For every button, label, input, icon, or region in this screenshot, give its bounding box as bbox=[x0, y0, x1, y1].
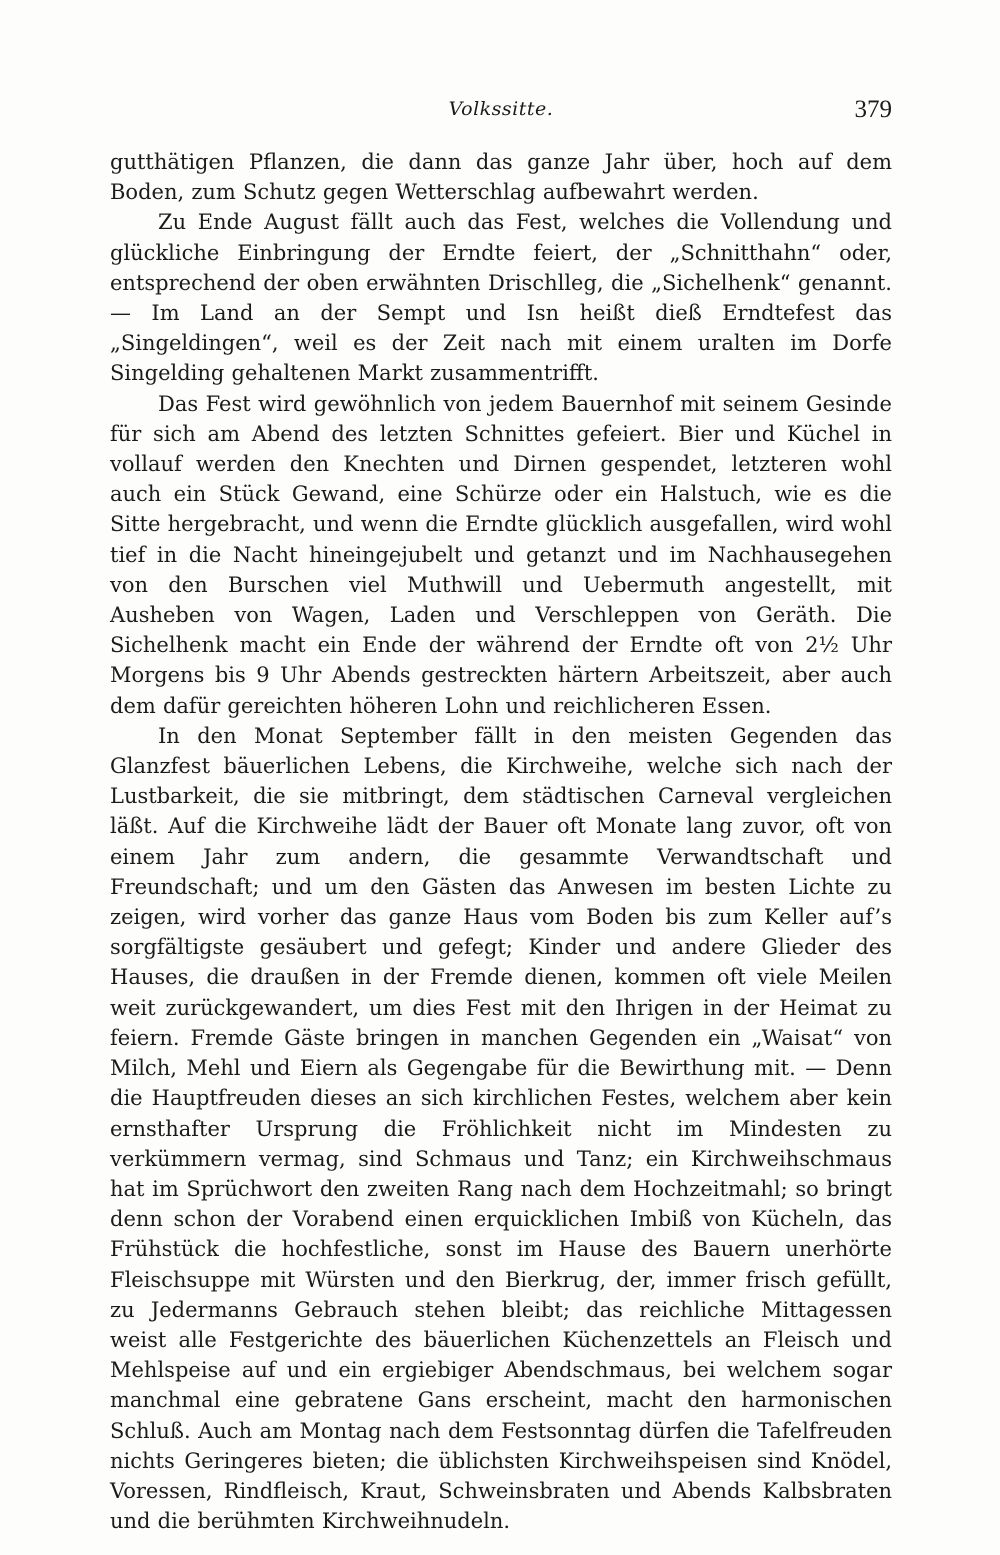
paragraph-2: Zu Ende August fällt auch das Fest, welches die Vollendung und glückliche Einbringung der Erndte feiert, der „Schnitthahn“ oder, entsprechend der oben erwähnten Drischlleg, die „Sichelhenk“ genannt. — Im Land an der Sempt und Isn heißt dieß Erndtefest das „Singeldingen“, weil es der Zeit nach mit einem uralten im Dorfe Singelding gehaltenen Markt zusammentrifft. bbox=[110, 210, 892, 386]
page-number: 379 bbox=[854, 96, 892, 123]
running-title: Volkssitte. bbox=[448, 98, 554, 120]
paragraph-3: Das Fest wird gewöhnlich von jedem Bauernhof mit seinem Gesinde für sich am Abend des letzten Schnittes gefeiert. Bier und Küchel in vollauf werden den Knechten und Dirnen gespendet, letzteren wohl auch ein Stück Gewand, eine Schürze oder ein Halstuch, wie es die Sitte hergebracht, und wenn die Erndte glücklich ausgefallen, wird wohl tief in die Nacht hineingejubelt und getanzt und im Nachhausegehen von den Burschen viel Muthwill und Uebermuth angestellt, mit Ausheben von Wagen, Laden und Verschleppen von Geräth. Die Sichelhenk macht ein Ende der während der Erndte oft von 2½ Uhr Morgens bis 9 Uhr Abends gestreckten härtern Arbeitszeit, aber auch dem dafür gereichten höheren Lohn und reichlicheren Essen. bbox=[110, 391, 892, 718]
body-text bbox=[110, 147, 892, 1536]
paragraph-1: gutthätigen Pflanzen, die dann das ganze Jahr über, hoch auf dem Boden, zum Schutz gegen Wetterschlag aufbewahrt werden. bbox=[110, 150, 892, 205]
running-head bbox=[110, 96, 892, 128]
paragraph-4: In den Monat September fällt in den meisten Gegenden das Glanzfest bäuerlichen Lebens, die Kirchweihe, welche sich nach der Lustbarkeit, die sie mitbringt, dem städtischen Carneval vergleichen läßt. Auf die Kirchweihe lädt der Bauer oft Monate lang zuvor, oft von einem Jahr zum andern, die gesammte Verwandtschaft und Freundschaft; und um den Gästen das Anwesen im besten Lichte zu zeigen, wird vorher das ganze Haus vom Boden bis zum Keller auf’s sorgfältigste gesäubert und gefegt; Kinder und andere Glieder des Hauses, die draußen in der Fremde dienen, kommen oft viele Meilen weit zurückgewandert, um dies Fest mit den Ihrigen in der Heimat zu feiern. Fremde Gäste bringen in manchen Gegenden ein „Waisat“ von Milch, Mehl und Eiern als Gegengabe für die Bewirthung mit. — Denn die Hauptfreuden dieses an sich kirchlichen Festes, welchem aber kein ernsthafter Ursprung die Fröhlichkeit nicht im Mindesten zu verkümmern vermag, sind Schmaus und Tanz; ein Kirchweihschmaus hat im Sprüchwort den zweiten Rang nach dem Hochzeitmahl; so bringt denn schon der Vorabend einen erquicklichen Imbiß von Kücheln, das Frühstück die hochfestliche, sonst im Hause des Bauern unerhörte Fleischsuppe mit Würsten und den Bierkrug, der, immer frisch gefüllt, zu Jedermanns Gebrauch stehen bleibt; das reichliche Mittagessen weist alle Festgerichte des bäuerlichen Küchenzettels an Fleisch und Mehlspeise auf und ein ergiebiger Abendschmaus, bei welchem sogar manchmal eine gebratene Gans erscheint, macht den harmonischen Schluß. Auch am Montag nach dem Festsonntag dürfen die Tafelfreuden nichts Geringeres bieten; die üblichsten Kirchweihspeisen sind Knödel, Voressen, Rindfleisch, Kraut, Schweinsbraten und Abends Kalbsbraten und die berühmten Kirchweihnudeln. bbox=[110, 723, 892, 1534]
